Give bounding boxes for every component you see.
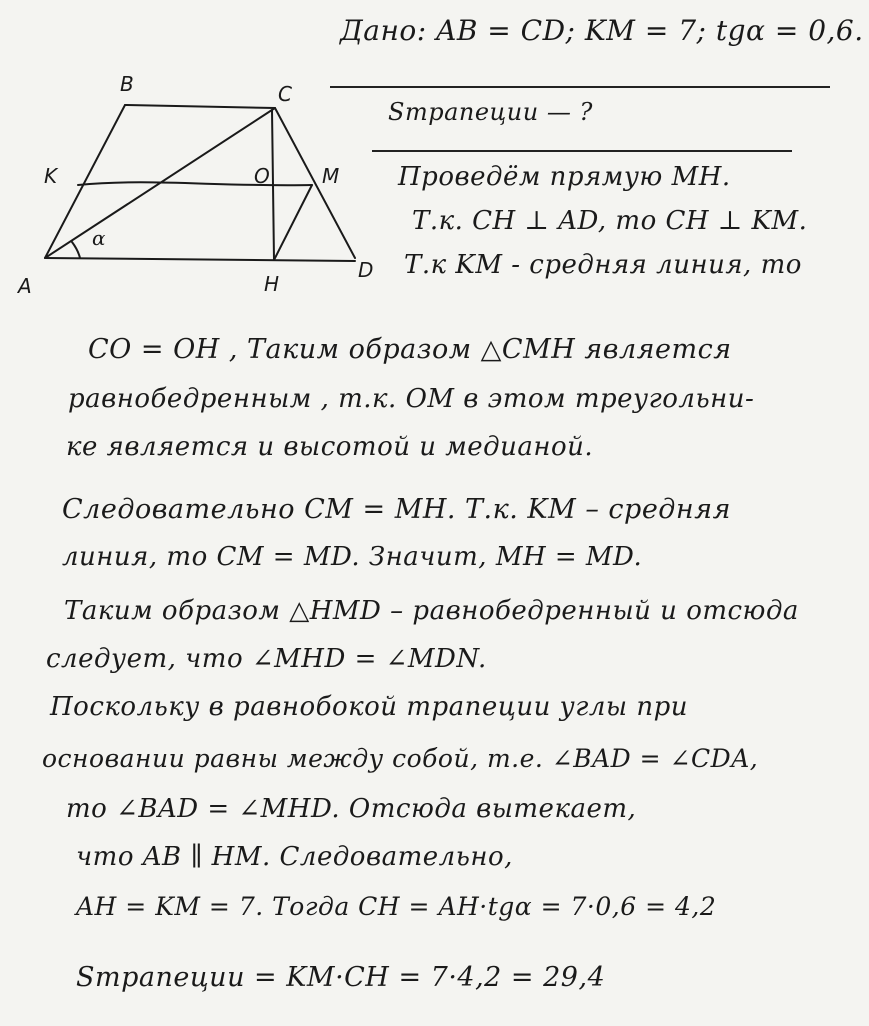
find-statement: Sтрапеции — ? bbox=[388, 98, 593, 126]
solution-line: Проведём прямую MH. bbox=[398, 162, 731, 192]
solution-line: Т.к. CH ⊥ AD, то CH ⊥ KM. bbox=[412, 206, 808, 236]
point-label-H: H bbox=[264, 272, 280, 296]
point-label-O: O bbox=[254, 164, 270, 188]
base-AD bbox=[45, 258, 355, 261]
solution-line: линия, то CM = MD. Значит, MH = MD. bbox=[62, 542, 643, 572]
segment-MH bbox=[274, 185, 312, 260]
solution-line: что AB ∥ HM. Следовательно, bbox=[76, 842, 513, 872]
point-label-A: A bbox=[18, 274, 32, 298]
given-statement: Дано: AB = CD; KM = 7; tgα = 0,6. bbox=[340, 14, 864, 47]
solution-line: Sтрапеции = KM·CH = 7·4,2 = 29,4 bbox=[76, 962, 606, 993]
point-label-M: M bbox=[322, 164, 340, 188]
base-BC bbox=[125, 105, 275, 108]
angle-label-alpha: α bbox=[92, 226, 106, 250]
point-label-D: D bbox=[358, 258, 374, 282]
divider-top bbox=[330, 86, 830, 88]
point-label-K: K bbox=[44, 164, 58, 188]
midline-KM bbox=[78, 182, 312, 185]
solution-line: то ∠BAD = ∠MHD. Отсюда вытекает, bbox=[66, 794, 637, 824]
solution-line: Таким образом △HMD – равнобедренный и отсюда bbox=[64, 596, 799, 626]
solution-line: AH = KM = 7. Тогда CH = AH·tgα = 7·0,6 = 4,2 bbox=[76, 892, 717, 921]
solution-line: равнобедренным , т.к. OM в этом треугольни- bbox=[68, 384, 755, 414]
solution-line: ке является и высотой и медианой. bbox=[66, 432, 594, 462]
solution-line: основании равны между собой, т.е. ∠BAD = ∠CDA, bbox=[42, 744, 759, 773]
solution-line: CO = OH , Таким образом △CMH является bbox=[88, 334, 732, 365]
angle-arc bbox=[72, 242, 80, 258]
solution-line: Т.к KM - средняя линия, то bbox=[404, 250, 802, 280]
height-CH bbox=[272, 110, 274, 260]
solution-line: Следовательно CM = MH. Т.к. KM – средняя bbox=[62, 494, 731, 525]
point-label-C: C bbox=[278, 82, 292, 106]
solution-line: следует, что ∠MHD = ∠MDN. bbox=[46, 644, 487, 674]
divider-bottom bbox=[372, 150, 792, 152]
point-label-B: B bbox=[120, 72, 134, 96]
solution-line: Поскольку в равнобокой трапеции углы при bbox=[50, 692, 688, 722]
